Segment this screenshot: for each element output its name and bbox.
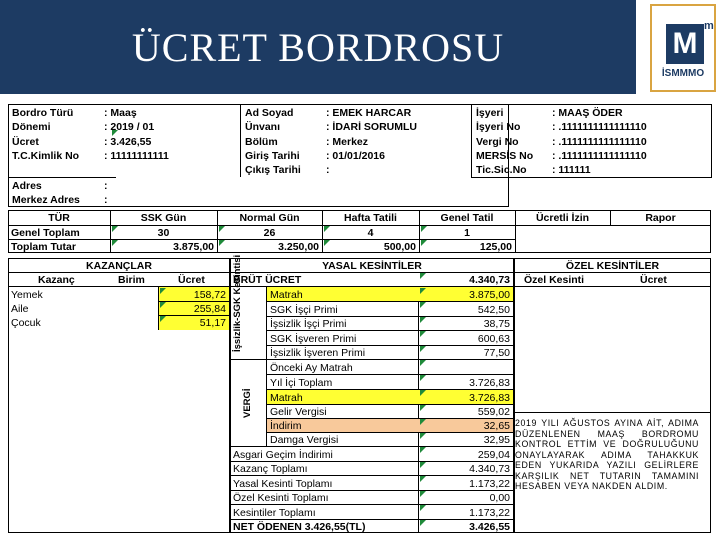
vergi-side-label: VERGİ <box>242 388 253 418</box>
info-label: Bölüm <box>245 136 278 148</box>
summary-header: SSK Gün <box>140 212 187 224</box>
info-value: : 111111 <box>552 164 591 176</box>
legal-value: 32,95 <box>483 434 510 446</box>
earnings-amount: 255,84 <box>193 303 226 315</box>
info-label: İşyeri <box>476 107 504 119</box>
legal-label: Matrah <box>270 289 303 301</box>
total-label: Kesintiler Toplamı <box>233 507 316 519</box>
logo-text: İSMMMO <box>661 68 705 79</box>
legal-label: Önceki Ay Matrah <box>270 362 353 374</box>
legal-value: 542,50 <box>477 304 510 316</box>
legal-value: 3.726,83 <box>469 377 510 389</box>
legal-label: Yıl İçi Toplam <box>270 377 333 389</box>
info-value: : <box>326 164 330 176</box>
info-value: : 11111111111 <box>104 150 169 162</box>
summary-cell: 500,00 <box>383 241 416 253</box>
summary-header: Rapor <box>645 212 676 224</box>
summary-cell: 30 <box>157 227 170 239</box>
legal-label: Gelir Vergisi <box>270 406 327 418</box>
earnings-name: Çocuk <box>11 317 41 329</box>
info-value: : .1111111111111110 <box>552 121 647 133</box>
special-header: Ücret <box>640 274 667 286</box>
logo-superscript: m <box>704 20 714 32</box>
special-title: ÖZEL KESİNTİLER <box>565 260 660 272</box>
special-deductions-table <box>514 258 711 533</box>
total-value: 1.173,22 <box>469 507 510 519</box>
earnings-header: Kazanç <box>38 274 75 286</box>
earnings-amount: 158,72 <box>193 289 226 301</box>
info-value: : .1111111111111110 <box>552 150 647 162</box>
info-value: : Maaş <box>104 107 137 119</box>
earnings-title: KAZANÇLAR <box>86 260 152 272</box>
summary-header: Normal Gün <box>239 212 300 224</box>
cell-marker <box>112 130 118 136</box>
info-value: : .1111111111111110 <box>552 136 647 148</box>
info-value: : 3.426,55 <box>104 136 152 148</box>
summary-header: Ücretli İzin <box>535 212 590 224</box>
legal-label: Damga Vergisi <box>270 434 339 446</box>
summary-cell: 125,00 <box>479 241 512 253</box>
info-label: Ücret <box>12 136 39 148</box>
net-paid-value: 3.426,55 <box>469 521 510 533</box>
total-value: 259,04 <box>477 449 510 461</box>
legal-title: YASAL KESİNTİLER <box>322 260 422 272</box>
info-label: Çıkış Tarihi <box>245 164 301 176</box>
info-value: : 01/01/2016 <box>326 150 385 162</box>
earnings-header: Birim <box>118 274 145 286</box>
info-value: : <box>104 180 108 192</box>
info-label: İşyeri No <box>476 121 521 133</box>
gross-label: BRÜT ÜCRET <box>233 274 302 286</box>
legal-label: Matrah <box>270 392 303 404</box>
legal-value: 32,65 <box>483 420 510 432</box>
total-label: Kazanç Toplamı <box>233 463 308 475</box>
earnings-name: Yemek <box>11 289 43 301</box>
info-value: : EMEK HARCAR <box>326 107 412 119</box>
total-value: 1.173,22 <box>469 478 510 490</box>
info-label: MERSİS No <box>476 150 534 162</box>
earnings-amount: 51,17 <box>199 317 226 329</box>
logo-mark: M <box>666 24 704 64</box>
summary-cell: 1 <box>464 227 470 239</box>
special-header: Özel Kesinti <box>524 274 585 286</box>
total-label: Yasal Kesinti Toplamı <box>233 478 333 490</box>
total-value: 4.340,73 <box>469 463 510 475</box>
info-label: Giriş Tarihi <box>245 150 300 162</box>
info-label: Bordro Türü <box>12 107 74 119</box>
legal-label: İşsizlik İşçi Primi <box>270 318 347 330</box>
info-value: : Merkez <box>326 136 369 148</box>
earnings-header: Ücret <box>178 274 205 286</box>
sgk-side-label: İşsizlik-SGK Kesintisi <box>232 254 243 352</box>
acknowledgement-note: 2019 YILI AĞUSTOS AYINA AİT, ADIMA DÜZENLENEN MAAŞ BORDROMU KONTROL ETTİM VE DOĞRULUĞUNU ONAYLAYARAK ADIMA TAHAKKUK EDEN YUKARIDA YAZILI GELİRLERE KARŞILIK NET TUTARIN TAMAMINI HESABEN VEYA NAKDEN ALDIM. <box>515 418 699 491</box>
summary-row-label: Toplam Tutar <box>11 241 76 253</box>
legal-value: 600,63 <box>477 333 510 345</box>
legal-label: İndirim <box>270 420 302 432</box>
legal-value: 38,75 <box>483 318 510 330</box>
info-label: T.C.Kimlik No <box>12 150 80 162</box>
ismmmo-logo <box>650 4 716 92</box>
gross-value: 4.340,73 <box>469 274 510 286</box>
summary-cell: 3.250,00 <box>278 241 319 253</box>
summary-cell: 3.875,00 <box>173 241 214 253</box>
total-label: Asgari Geçim İndirimi <box>233 449 333 461</box>
legal-label: SGK İşçi Primi <box>270 304 338 316</box>
info-label: Tic.Sic.No <box>476 164 527 176</box>
legal-label: İşsizlik İşveren Primi <box>270 347 366 359</box>
net-paid-label: NET ÖDENEN 3.426,55(TL) <box>233 521 366 533</box>
legal-value: 559,02 <box>477 406 510 418</box>
summary-header: Genel Tatil <box>440 212 494 224</box>
info-label: Ünvanı <box>245 121 281 133</box>
info-value: : 2019 / 01 <box>104 121 155 133</box>
info-label: Ad Soyad <box>245 107 294 119</box>
legal-value: 3.726,83 <box>469 392 510 404</box>
info-value: : <box>104 194 108 206</box>
info-value: : İDARİ SORUMLU <box>326 121 417 133</box>
summary-header: TÜR <box>48 212 70 224</box>
info-label: Dönemi <box>12 121 51 133</box>
legal-label: SGK İşveren Primi <box>270 333 357 345</box>
summary-header: Hafta Tatili <box>344 212 397 224</box>
summary-row-label: Genel Toplam <box>11 227 80 239</box>
page-title: ÜCRET BORDROSU <box>131 24 505 70</box>
earnings-name: Aile <box>11 303 29 315</box>
summary-cell: 4 <box>367 227 374 239</box>
total-label: Özel Kesinti Toplamı <box>233 492 329 504</box>
legal-value: 77,50 <box>483 347 510 359</box>
info-label: Vergi No <box>476 136 519 148</box>
info-label: Adres <box>12 180 42 192</box>
info-label: Merkez Adres <box>12 194 80 206</box>
info-value: : MAAŞ ÖDER <box>552 107 623 119</box>
legal-value: 3.875,00 <box>469 289 510 301</box>
summary-cell: 26 <box>263 227 276 239</box>
total-value: 0,00 <box>489 492 510 504</box>
